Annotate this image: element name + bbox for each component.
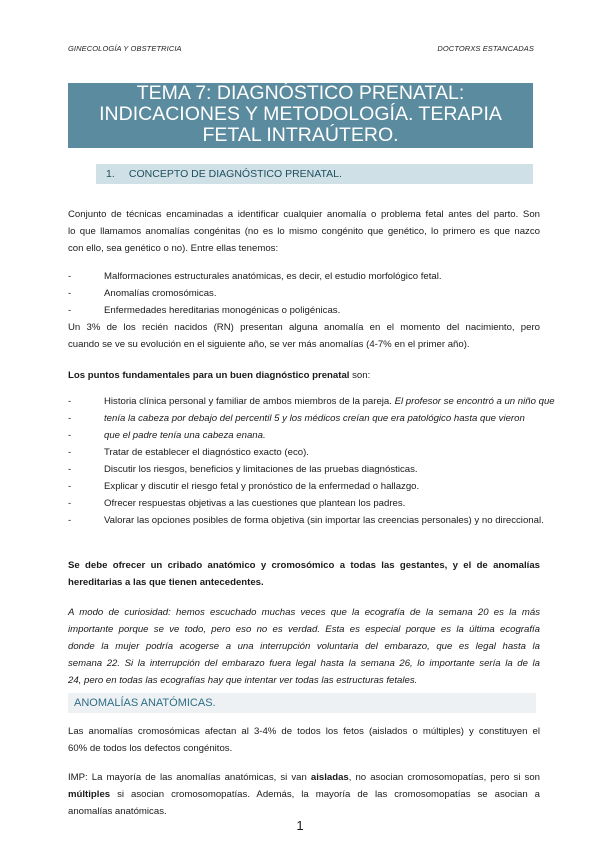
header-author: DOCTORXS ESTANCADAS	[437, 44, 534, 53]
list-item: - Tratar de establecer el diagnóstico exacto (eco).	[68, 447, 309, 458]
header-subject: GINECOLOGÍA Y OBSTETRICIA	[68, 44, 182, 53]
curiosidad-line: importante porque se ve todo, pero eso no es verdad. Esta es especial porque es la última ecografía	[68, 624, 540, 635]
imp-paragraph	[68, 769, 540, 820]
curiosidad-line: 24, pero en todas las ecografías hay que intentar ver todas las estructuras fetales.	[68, 675, 418, 686]
intro-line: Conjunto de técnicas encaminadas a identificar cualquier anomalía o problema fetal antes del parto. Son	[68, 209, 540, 220]
imp-line: múltiples si asocian cromosomopatías. Además, la mayoría de las cromosomopatías se asocian a	[68, 789, 540, 800]
rn-paragraph	[68, 319, 540, 353]
puntos-rest: son:	[349, 370, 371, 381]
anat-paragraph	[68, 723, 540, 757]
section-number: 1.	[106, 168, 115, 180]
puntos-bold: Los puntos fundamentales para un buen diagnóstico prenatal	[68, 370, 350, 381]
puntos-list	[68, 393, 555, 529]
section-label: CONCEPTO DE DIAGNÓSTICO PRENATAL.	[128, 168, 342, 180]
cribado-line: Se debe ofrecer un cribado anatómico y cromosómico a todas las gestantes, y el de anomalías	[68, 560, 540, 571]
anat-line: Las anomalías cromosómicas afectan al 3-4% de todos los fetos (aislados o múltiples) y constituyen el	[68, 726, 540, 737]
list-item: - Enfermedades hereditarias monogénicas o poligénicas.	[68, 305, 341, 316]
section-heading-anomalias: ANOMALÍAS ANATÓMICAS.	[68, 693, 536, 713]
list-item: - tenía la cabeza por debajo del percentil 5 y los médicos creían que era patológico hasta que vieron	[68, 413, 525, 424]
section-heading-concepto	[96, 164, 533, 184]
intro-line: con ello, sea genético o no). Entre ellas tenemos:	[68, 243, 279, 254]
list-item: - Discutir los riesgos, beneficios y limitaciones de las pruebas diagnósticas.	[68, 464, 418, 475]
imp-line: anomalías anatómicas.	[68, 806, 167, 817]
title-line-2: INDICACIONES Y METODOLOGÍA. TERAPIA	[99, 103, 502, 125]
rn-line: Un 3% de los recién nacidos (RN) presentan alguna anomalía en el momento del nacimiento, pero	[68, 322, 540, 333]
list-item: - Anomalías cromosómicas.	[68, 288, 217, 299]
list-item: - Historia clínica personal y familiar de ambos miembros de la pareja. El profesor se encontró a un niño que	[68, 396, 555, 407]
list-item: - que el padre tenía una cabeza enana.	[68, 430, 266, 441]
imp-line: IMP: La mayoría de las anomalías anatómicas, si van aisladas, no asocian cromosomopatías, pero si son	[68, 772, 540, 783]
intro-paragraph	[68, 206, 540, 257]
curiosidad-line: semana 22. Si la interrupción del embarazo fuera legal hasta la semana 26, lo importante sería la de la	[68, 658, 540, 669]
cribado-paragraph	[68, 557, 540, 591]
curiosidad-line: donde la mujer podría acogerse a una interrupción voluntaria del embarazo, que es legal hasta la	[68, 641, 540, 652]
intro-line: lo que llamamos anomalías congénitas (no es lo mismo congénito que genético, lo primero es que nazco	[68, 226, 540, 237]
anomaly-types-list	[68, 268, 540, 319]
curiosidad-paragraph	[68, 604, 540, 689]
page-title	[68, 83, 533, 148]
list-item: - Explicar y discutir el riesgo fetal y pronóstico de la enfermedad o hallazgo.	[68, 481, 420, 492]
puntos-heading	[68, 367, 540, 384]
page-number: 1	[296, 818, 304, 833]
rn-line: cuando se ve su evolución en el siguiente año, se ver más anomalías (4-7% en el primer año).	[68, 339, 470, 350]
title-line-1: TEMA 7: DIAGNÓSTICO PRENATAL:	[136, 82, 465, 104]
list-item: - Ofrecer respuestas objetivas a las cuestiones que plantean los padres.	[68, 498, 406, 509]
list-item: - Valorar las opciones posibles de forma objetiva (sin importar las creencias personales) y no direccional.	[68, 515, 544, 526]
list-item: - Malformaciones estructurales anatómicas, es decir, el estudio morfológico fetal.	[68, 271, 442, 282]
cribado-line: hereditarias a las que tienen antecedentes.	[68, 577, 264, 588]
anat-line: 60% de todos los defectos congénitos.	[68, 743, 233, 754]
curiosidad-line: A modo de curiosidad: hemos escuchado muchas veces que la ecografía de la semana 20 es la más	[68, 607, 540, 618]
title-line-3: FETAL INTRAÚTERO.	[202, 124, 399, 146]
